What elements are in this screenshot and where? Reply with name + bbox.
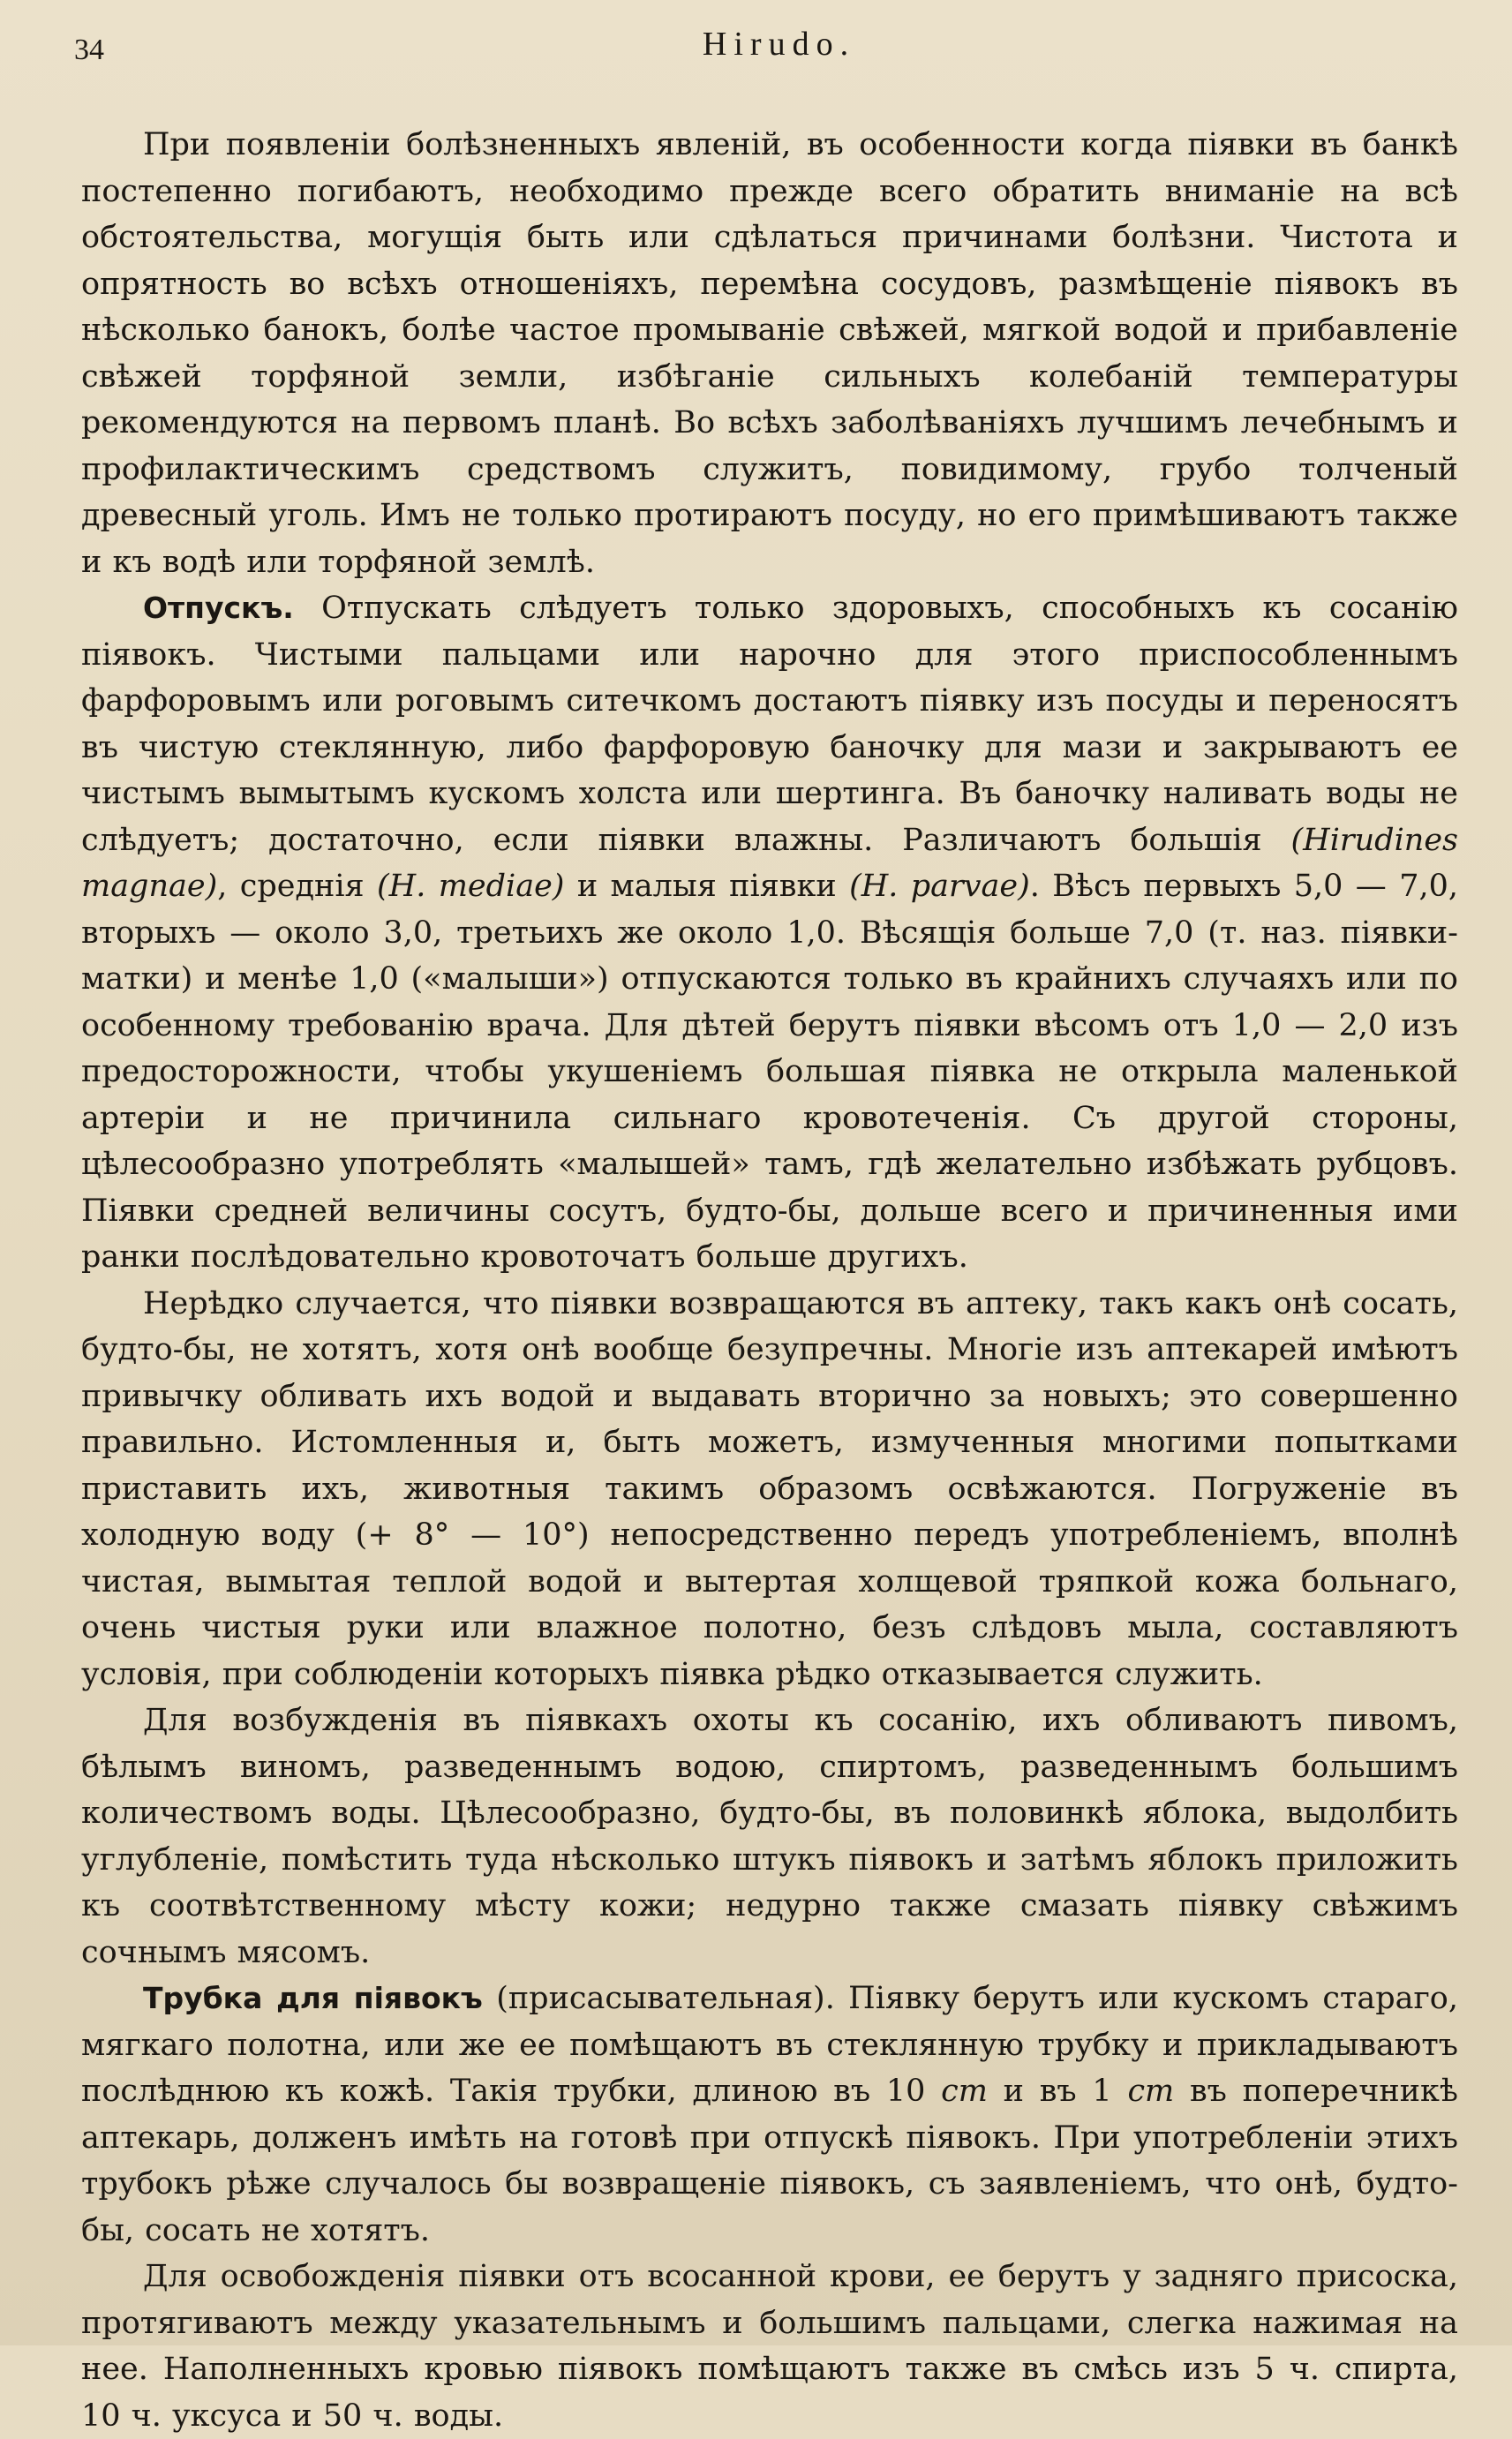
paragraph-text: и въ 1 <box>987 2074 1128 2109</box>
term-dispensing: Отпускъ. <box>143 591 294 625</box>
paragraph-text: и малыя піявки <box>564 869 850 904</box>
paragraph-returned-leeches: Нерѣдко случается, что піявки возвращаются въ аптеку, такъ какъ онѣ сосать, будто-бы, не хотятъ, хотя онѣ вообще безупречны. Многіе изъ аптекарей имѣютъ привычку обливать ихъ водой и выдавать вторично за новыхъ; это совершенно правильно. Истомленныя и, быть можетъ, измученныя многими попытками приставить ихъ, животныя такимъ образомъ освѣжаются. Погруженіе въ холодную воду (+ 8° — 10°) непосредственно передъ употребленіемъ, вполнѣ чистая, вымытая теплой водой и вытертая холщевой тряпкой кожа больнаго, очень чистыя руки или влажное полотно, безъ слѣдовъ мыла, составляютъ условія, при соблюденіи которыхъ піявка рѣдко отказывается служить. <box>81 1285 1458 1692</box>
term-leech-tube: Трубка для піявокъ <box>143 1981 483 2015</box>
running-head <box>74 25 1477 78</box>
paragraph-leech-tube <box>81 1976 1458 2254</box>
paragraph-text: , среднія <box>217 869 378 904</box>
paragraph-releasing-blood: Для освобожденія піявки отъ всосанной крови, ее берутъ у задняго присоска, протягиваютъ между указательнымъ и большимъ пальцами, слегка нажимая на нее. Наполненныхъ кровью піявокъ помѣщаютъ также въ смѣсь изъ 5 ч. спирта, 10 ч. уксуса и 50 ч. воды. <box>81 2259 1458 2434</box>
latin-term: (Hirudines magnae) <box>81 822 1458 904</box>
latin-term: (H. mediae) <box>377 869 565 904</box>
paragraph-text: Отпускать слѣдуетъ только здоровыхъ, способныхъ къ сосанію піявокъ. Чистыми пальцами или нарочно для этого приспособленнымъ фарфоровымъ или роговымъ ситечкомъ достаютъ піявку изъ посуды и переносятъ въ чистую стеклянную, либо фарфоровую баночку для мази и закрываютъ ее чистымъ вымытымъ кускомъ холста или шертинга. Въ баночку наливать воды не слѣдуетъ; достаточно, если піявки влажны. Различаютъ большія <box>81 591 1458 858</box>
paragraph-text: (присасывательная). Піявку берутъ или кускомъ стараго, мягкаго полотна, или же ее помѣщаютъ въ стеклянную трубку и прикладываютъ послѣднюю къ кожѣ. Такія трубки, длиною въ 10 <box>81 1981 1458 2109</box>
unit-label: cm <box>941 2074 988 2109</box>
unit-label: cm <box>1127 2074 1175 2109</box>
page-number: 34 <box>74 34 104 66</box>
paragraph-text: . Вѣсъ первыхъ 5,0 — 7,0, вторыхъ — около 3,0, третьихъ же около 1,0. Вѣсящія больше 7,0 (т. наз. піявки-матки) и менѣе 1,0 («малыши») отпускаются только въ крайнихъ случаяхъ или по особенному требованію врача. Для дѣтей берутъ піявки вѣсомъ отъ 1,0 — 2,0 изъ предосторожности, чтобы укушеніемъ большая піявка не открыла маленькой артеріи и не причинила сильнаго кровотеченія. Съ другой стороны, цѣлесообразно употреблять «малышей» тамъ, гдѣ желательно избѣжать рубцовъ. Піявки средней величины сосутъ, будто-бы, дольше всего и причиненныя ими ранки послѣдовательно кровоточатъ больше другихъ. <box>81 869 1458 1275</box>
body-text <box>81 122 1458 2439</box>
running-title: Hirudo. <box>702 26 856 63</box>
latin-term: (H. parvae) <box>849 869 1030 904</box>
paragraph-disease-prevention: При появленіи болѣзненныхъ явленій, въ особенности когда піявки въ банкѣ постепенно погибаютъ, необходимо прежде всего обратить вниманіе на всѣ обстоятельства, могущія быть или сдѣлаться причинами болѣзни. Чистота и опрятность во всѣхъ отношеніяхъ, перемѣна сосудовъ, размѣщеніе піявокъ въ нѣсколько банокъ, болѣе частое промываніе свѣжей, мягкой водой и прибавленіе свѣжей торфяной земли, избѣганіе сильныхъ колебаній температуры рекомендуются на первомъ планѣ. Во всѣхъ заболѣваніяхъ лучшимъ лечебнымъ и профилактическимъ средствомъ служитъ, повидимому, грубо толченый древесный уголь. Имъ не только протираютъ посуду, но его примѣшиваютъ также и къ водѣ или торфяной землѣ. <box>81 127 1458 580</box>
paragraph-text: въ поперечникѣ аптекарь, долженъ имѣть на готовѣ при отпускѣ піявокъ. При употребленіи этихъ трубокъ рѣже случалось бы возвращеніе піявокъ, съ заявленіемъ, что онѣ, будто-бы, сосать не хотятъ. <box>81 2074 1459 2248</box>
paragraph-stimulating-leeches: Для возбужденія въ піявкахъ охоты къ сосанію, ихъ обливаютъ пивомъ, бѣлымъ виномъ, разведеннымъ водою, спиртомъ, разведеннымъ большимъ количествомъ воды. Цѣлесообразно, будто-бы, въ половинкѣ яблока, выдолбить углубленіе, помѣстить туда нѣсколько штукъ піявокъ и затѣмъ яблокъ приложить къ соотвѣтственному мѣсту кожи; недурно также смазать піявку свѣжимъ сочнымъ мясомъ. <box>81 1703 1458 1970</box>
paragraph-dispensing <box>81 585 1458 1281</box>
